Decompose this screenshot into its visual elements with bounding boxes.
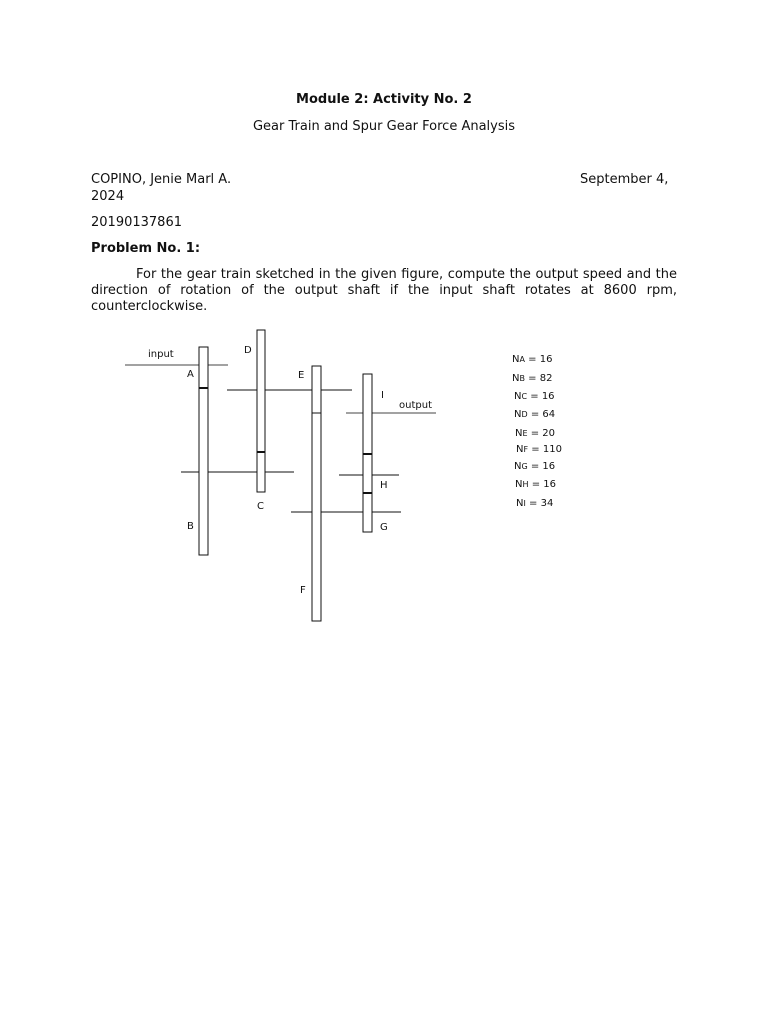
gear-f <box>312 413 321 621</box>
gear-label-h: H <box>380 480 388 491</box>
input-label: input <box>148 349 174 360</box>
gear-g <box>363 493 372 532</box>
gear-label-i: I <box>381 390 384 401</box>
teeth-row: NE = 20 <box>515 428 556 439</box>
page-title: Module 2: Activity No. 2 <box>296 92 472 107</box>
teeth-row: NF = 110 <box>516 444 562 455</box>
problem-heading: Problem No. 1: <box>91 241 201 256</box>
gear-a <box>199 347 208 388</box>
student-id: 20190137861 <box>91 215 182 230</box>
gear-d <box>257 330 265 452</box>
gear-c <box>257 452 265 492</box>
gear-label-e: E <box>298 370 305 381</box>
teeth-row: NB = 82 <box>512 373 553 384</box>
teeth-row: NH = 16 <box>515 479 556 490</box>
date-line-2: 2024 <box>91 189 125 204</box>
gear-b <box>199 388 208 555</box>
page-subtitle: Gear Train and Spur Gear Force Analysis <box>252 119 516 134</box>
student-name: COPINO, Jenie Marl A. <box>91 172 232 187</box>
gear-label-f: F <box>300 585 306 596</box>
gear-label-d: D <box>244 345 252 356</box>
teeth-row: NG = 16 <box>514 461 556 472</box>
gear-i <box>363 374 372 454</box>
gear-label-b: B <box>187 521 194 532</box>
gear-label-g: G <box>380 522 388 533</box>
teeth-row: NA = 16 <box>512 354 553 365</box>
date-line-1: September 4, <box>580 172 669 187</box>
problem-statement: For the gear train sketched in the given figure, compute the output speed and the direction of rotation of the output shaft if the input shaft rotates at 8600 rpm, counterclockwise. <box>91 267 677 314</box>
teeth-row: NI = 34 <box>516 498 554 509</box>
gear-e <box>312 366 321 413</box>
gear-label-c: C <box>257 501 264 512</box>
gear-label-a: A <box>187 369 194 380</box>
teeth-row: ND = 64 <box>514 409 556 420</box>
output-label: output <box>399 400 432 411</box>
teeth-row: NC = 16 <box>514 391 555 402</box>
gear-h <box>363 454 372 493</box>
